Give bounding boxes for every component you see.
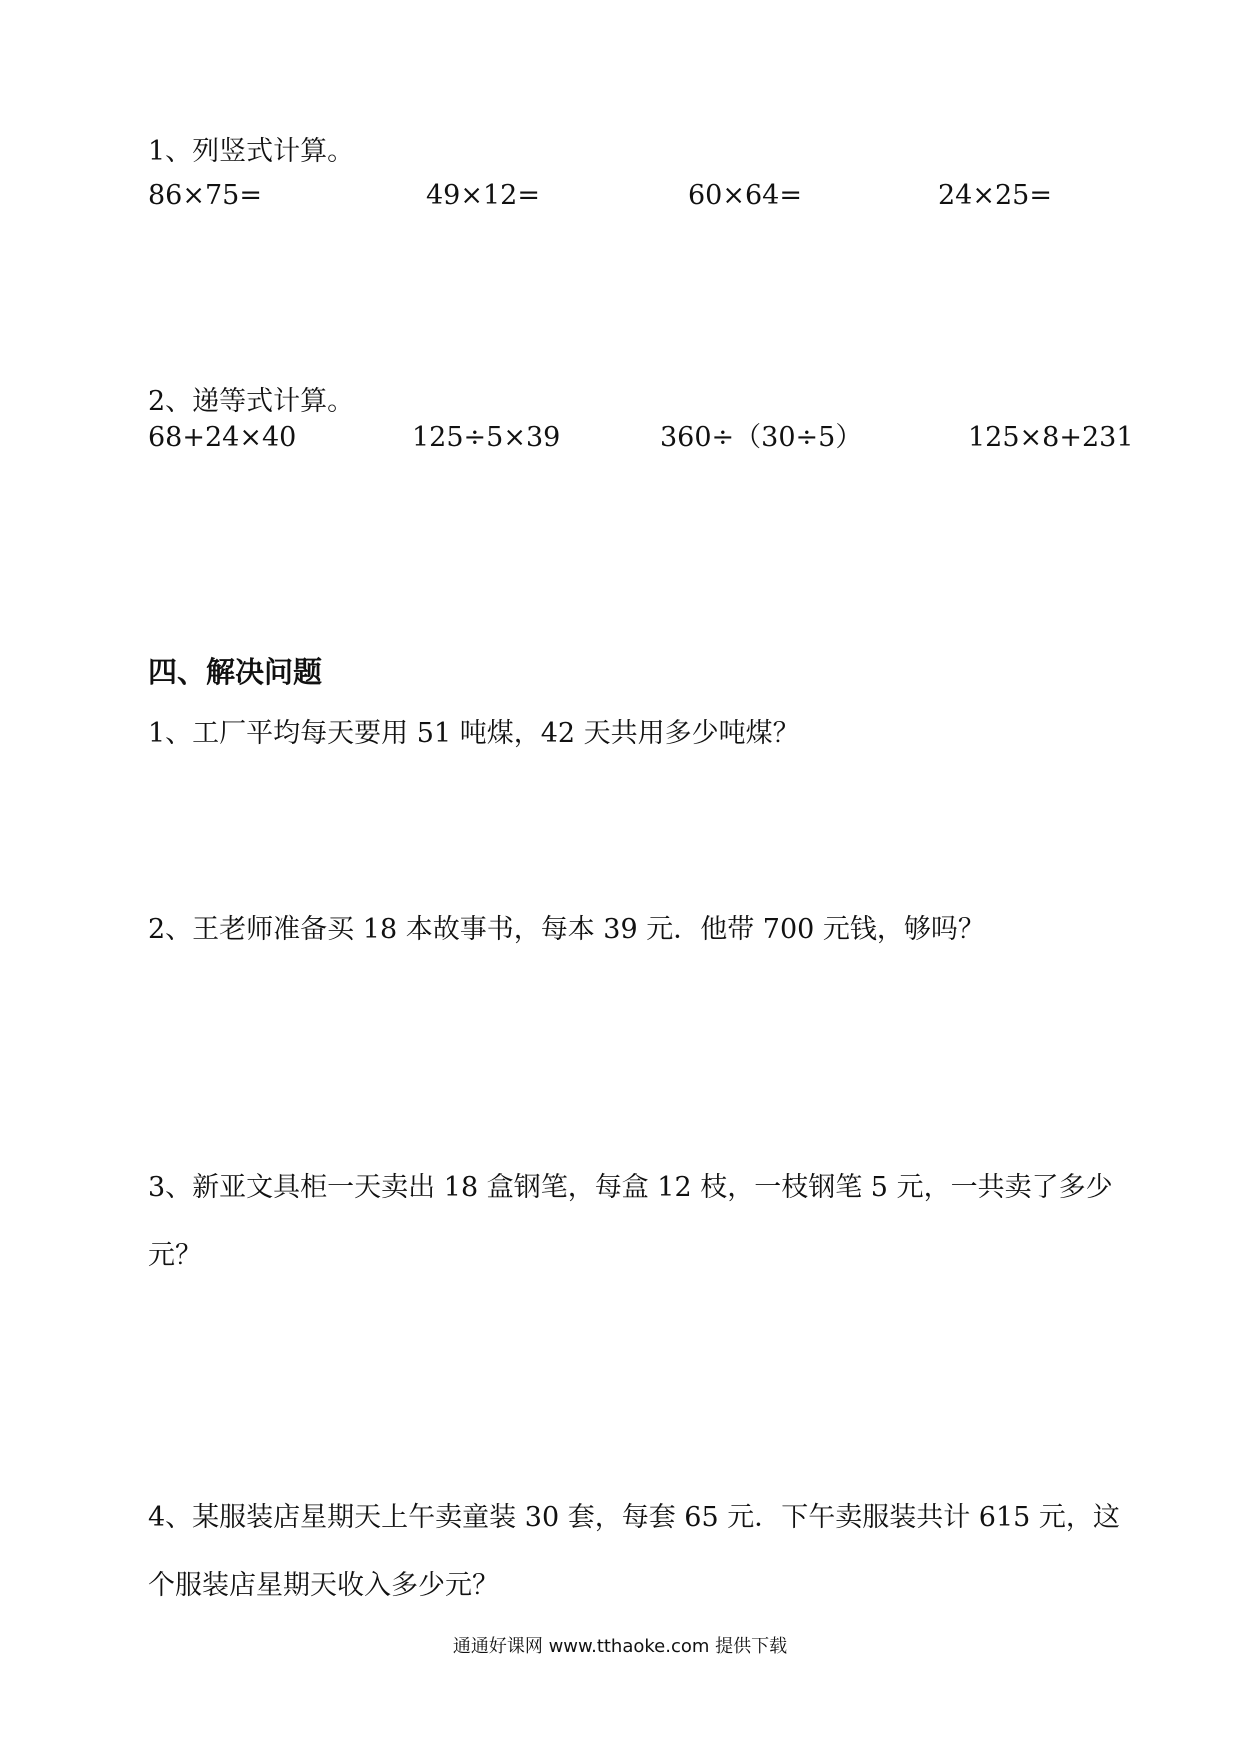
expression-3: 60×64=	[688, 180, 802, 211]
word-problem-4-line-2: 个服装店星期天收入多少元？	[148, 1570, 499, 1601]
expression-1: 86×75=	[148, 180, 262, 211]
expression-2: 49×12=	[426, 180, 540, 211]
expression-4: 24×25=	[938, 180, 1052, 211]
question-label-step-calc: 2、递等式计算。	[148, 386, 355, 417]
step-expression-2: 125÷5×39	[412, 422, 561, 453]
section-heading: 四、解决问题	[148, 655, 323, 689]
footer-credit: 通通好课网 www.tthaoke.com 提供下载	[452, 1636, 788, 1657]
question-label-vertical-calc: 1、列竖式计算。	[148, 136, 355, 167]
word-problem-1: 1、工厂平均每天要用 51 吨煤，42 天共用多少吨煤？	[148, 718, 800, 749]
word-problem-2: 2、王老师准备买 18 本故事书，每本 39 元．他带 700 元钱，够吗？	[148, 914, 985, 945]
step-expression-1: 68+24×40	[148, 422, 297, 453]
word-problem-4-line-1: 4、某服装店星期天上午卖童装 30 套，每套 65 元．下午卖服装共计 615 元，这	[148, 1502, 1120, 1533]
word-problem-3-line-2: 元？	[148, 1240, 202, 1271]
step-expression-3: 360÷（30÷5）	[660, 422, 863, 453]
word-problem-3-line-1: 3、新亚文具柜一天卖出 18 盒钢笔，每盒 12 枝，一枝钢笔 5 元，一共卖了多少	[148, 1172, 1113, 1203]
step-expression-4: 125×8+231	[968, 422, 1134, 453]
